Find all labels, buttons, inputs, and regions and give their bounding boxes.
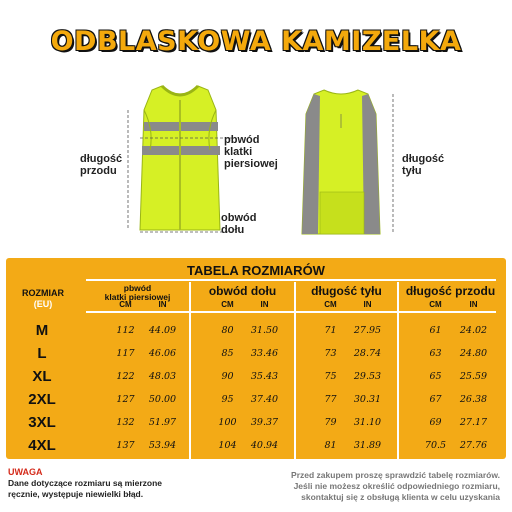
- cell-in: 37.40: [250, 394, 279, 405]
- cell-cm: 65: [429, 371, 442, 382]
- cell-in: 31.50: [250, 325, 279, 336]
- group-header-front-length: długość przodu: [405, 284, 496, 298]
- sub-header-in: IN: [363, 300, 372, 309]
- cell-cm: 104: [218, 440, 237, 451]
- cell-cm: 137: [116, 440, 135, 451]
- size-label: M: [35, 322, 49, 339]
- sub-header-cm: CM: [119, 300, 132, 309]
- sub-header-cm: CM: [324, 300, 337, 309]
- advice-text: Przed zakupem proszę sprawdzić tabelę rozmiarów. Jeśli nie możesz określić odpowiedniego rozmiaru, skontaktuj się z obsługą klienta w celu uzyskania: [291, 470, 500, 502]
- cell-in: 53.94: [148, 440, 177, 451]
- sub-header-cm: CM: [221, 300, 234, 309]
- cell-cm: 81: [324, 440, 337, 451]
- cell-in: 24.80: [459, 348, 488, 359]
- sub-header-cm: CM: [429, 300, 442, 309]
- label-chest: pbwód klatki piersiowej: [224, 134, 278, 170]
- cell-cm: 122: [116, 371, 135, 382]
- cell-in: 39.37: [250, 417, 279, 428]
- page-title: ODBLASKOWA KAMIZELKA: [50, 26, 462, 57]
- cell-in: 50.00: [148, 394, 177, 405]
- cell-cm: 132: [116, 417, 135, 428]
- cell-in: 40.94: [250, 440, 279, 451]
- label-hem: obwód dołu: [221, 212, 257, 236]
- cell-cm: 85: [221, 348, 234, 359]
- cell-cm: 70.5: [424, 440, 447, 451]
- cell-in: 31.89: [353, 440, 382, 451]
- sub-header-in: IN: [260, 300, 269, 309]
- cell-in: 25.59: [459, 371, 488, 382]
- divider: [397, 282, 399, 459]
- group-header-back-length: długość tyłu: [311, 284, 382, 298]
- divider: [294, 282, 296, 459]
- cell-cm: 100: [218, 417, 237, 428]
- sub-header-in: IN: [469, 300, 478, 309]
- label-back-length: długość tyłu: [402, 153, 445, 177]
- group-header-hem: obwód dołu: [208, 284, 277, 298]
- cell-cm: 67: [429, 394, 442, 405]
- cell-cm: 112: [116, 325, 135, 336]
- size-table: [6, 258, 506, 459]
- size-label: XL: [32, 368, 52, 385]
- cell-in: 27.95: [353, 325, 382, 336]
- cell-in: 27.76: [459, 440, 488, 451]
- vest-back-image: [296, 84, 386, 244]
- cell-cm: 77: [324, 394, 337, 405]
- cell-in: 27.17: [459, 417, 488, 428]
- cell-cm: 80: [221, 325, 234, 336]
- size-label: 2XL: [28, 391, 56, 408]
- cell-in: 24.02: [459, 325, 488, 336]
- cell-in: 26.38: [459, 394, 488, 405]
- cell-in: 33.46: [250, 348, 279, 359]
- cell-in: 29.53: [353, 371, 382, 382]
- warning-title: UWAGA: [8, 467, 43, 477]
- size-label: 4XL: [28, 437, 56, 454]
- cell-in: 28.74: [353, 348, 382, 359]
- vest-illustrations: [0, 80, 512, 250]
- cell-cm: 63: [429, 348, 442, 359]
- cell-cm: 79: [324, 417, 337, 428]
- cell-in: 30.31: [353, 394, 382, 405]
- cell-cm: 61: [429, 325, 442, 336]
- cell-in: 51.97: [148, 417, 177, 428]
- cell-cm: 90: [221, 371, 234, 382]
- cell-cm: 73: [324, 348, 337, 359]
- cell-in: 44.09: [148, 325, 177, 336]
- cell-cm: 69: [429, 417, 442, 428]
- table-title: TABELA ROZMIARÓW: [187, 263, 325, 278]
- size-column-header: ROZMIAR (EU): [22, 288, 64, 309]
- cell-in: 31.10: [353, 417, 382, 428]
- cell-cm: 95: [221, 394, 234, 405]
- cell-cm: 127: [116, 394, 135, 405]
- size-label: 3XL: [28, 414, 56, 431]
- group-header-chest: pbwód klatki piersiowej: [104, 283, 171, 302]
- label-front-length: długość przodu: [80, 153, 123, 177]
- cell-in: 35.43: [250, 371, 279, 382]
- size-label: L: [37, 345, 47, 362]
- cell-cm: 117: [116, 348, 135, 359]
- cell-in: 46.06: [148, 348, 177, 359]
- cell-cm: 75: [324, 371, 337, 382]
- divider: [86, 279, 496, 281]
- sub-header-in: IN: [158, 300, 167, 309]
- cell-cm: 71: [324, 325, 337, 336]
- measurement-guides-back: [388, 84, 400, 244]
- warning-text: Dane dotyczące rozmiaru są mierzone ręcznie, występuje niewielki błąd.: [8, 478, 163, 499]
- divider: [189, 282, 191, 459]
- divider: [86, 311, 496, 313]
- cell-in: 48.03: [148, 371, 177, 382]
